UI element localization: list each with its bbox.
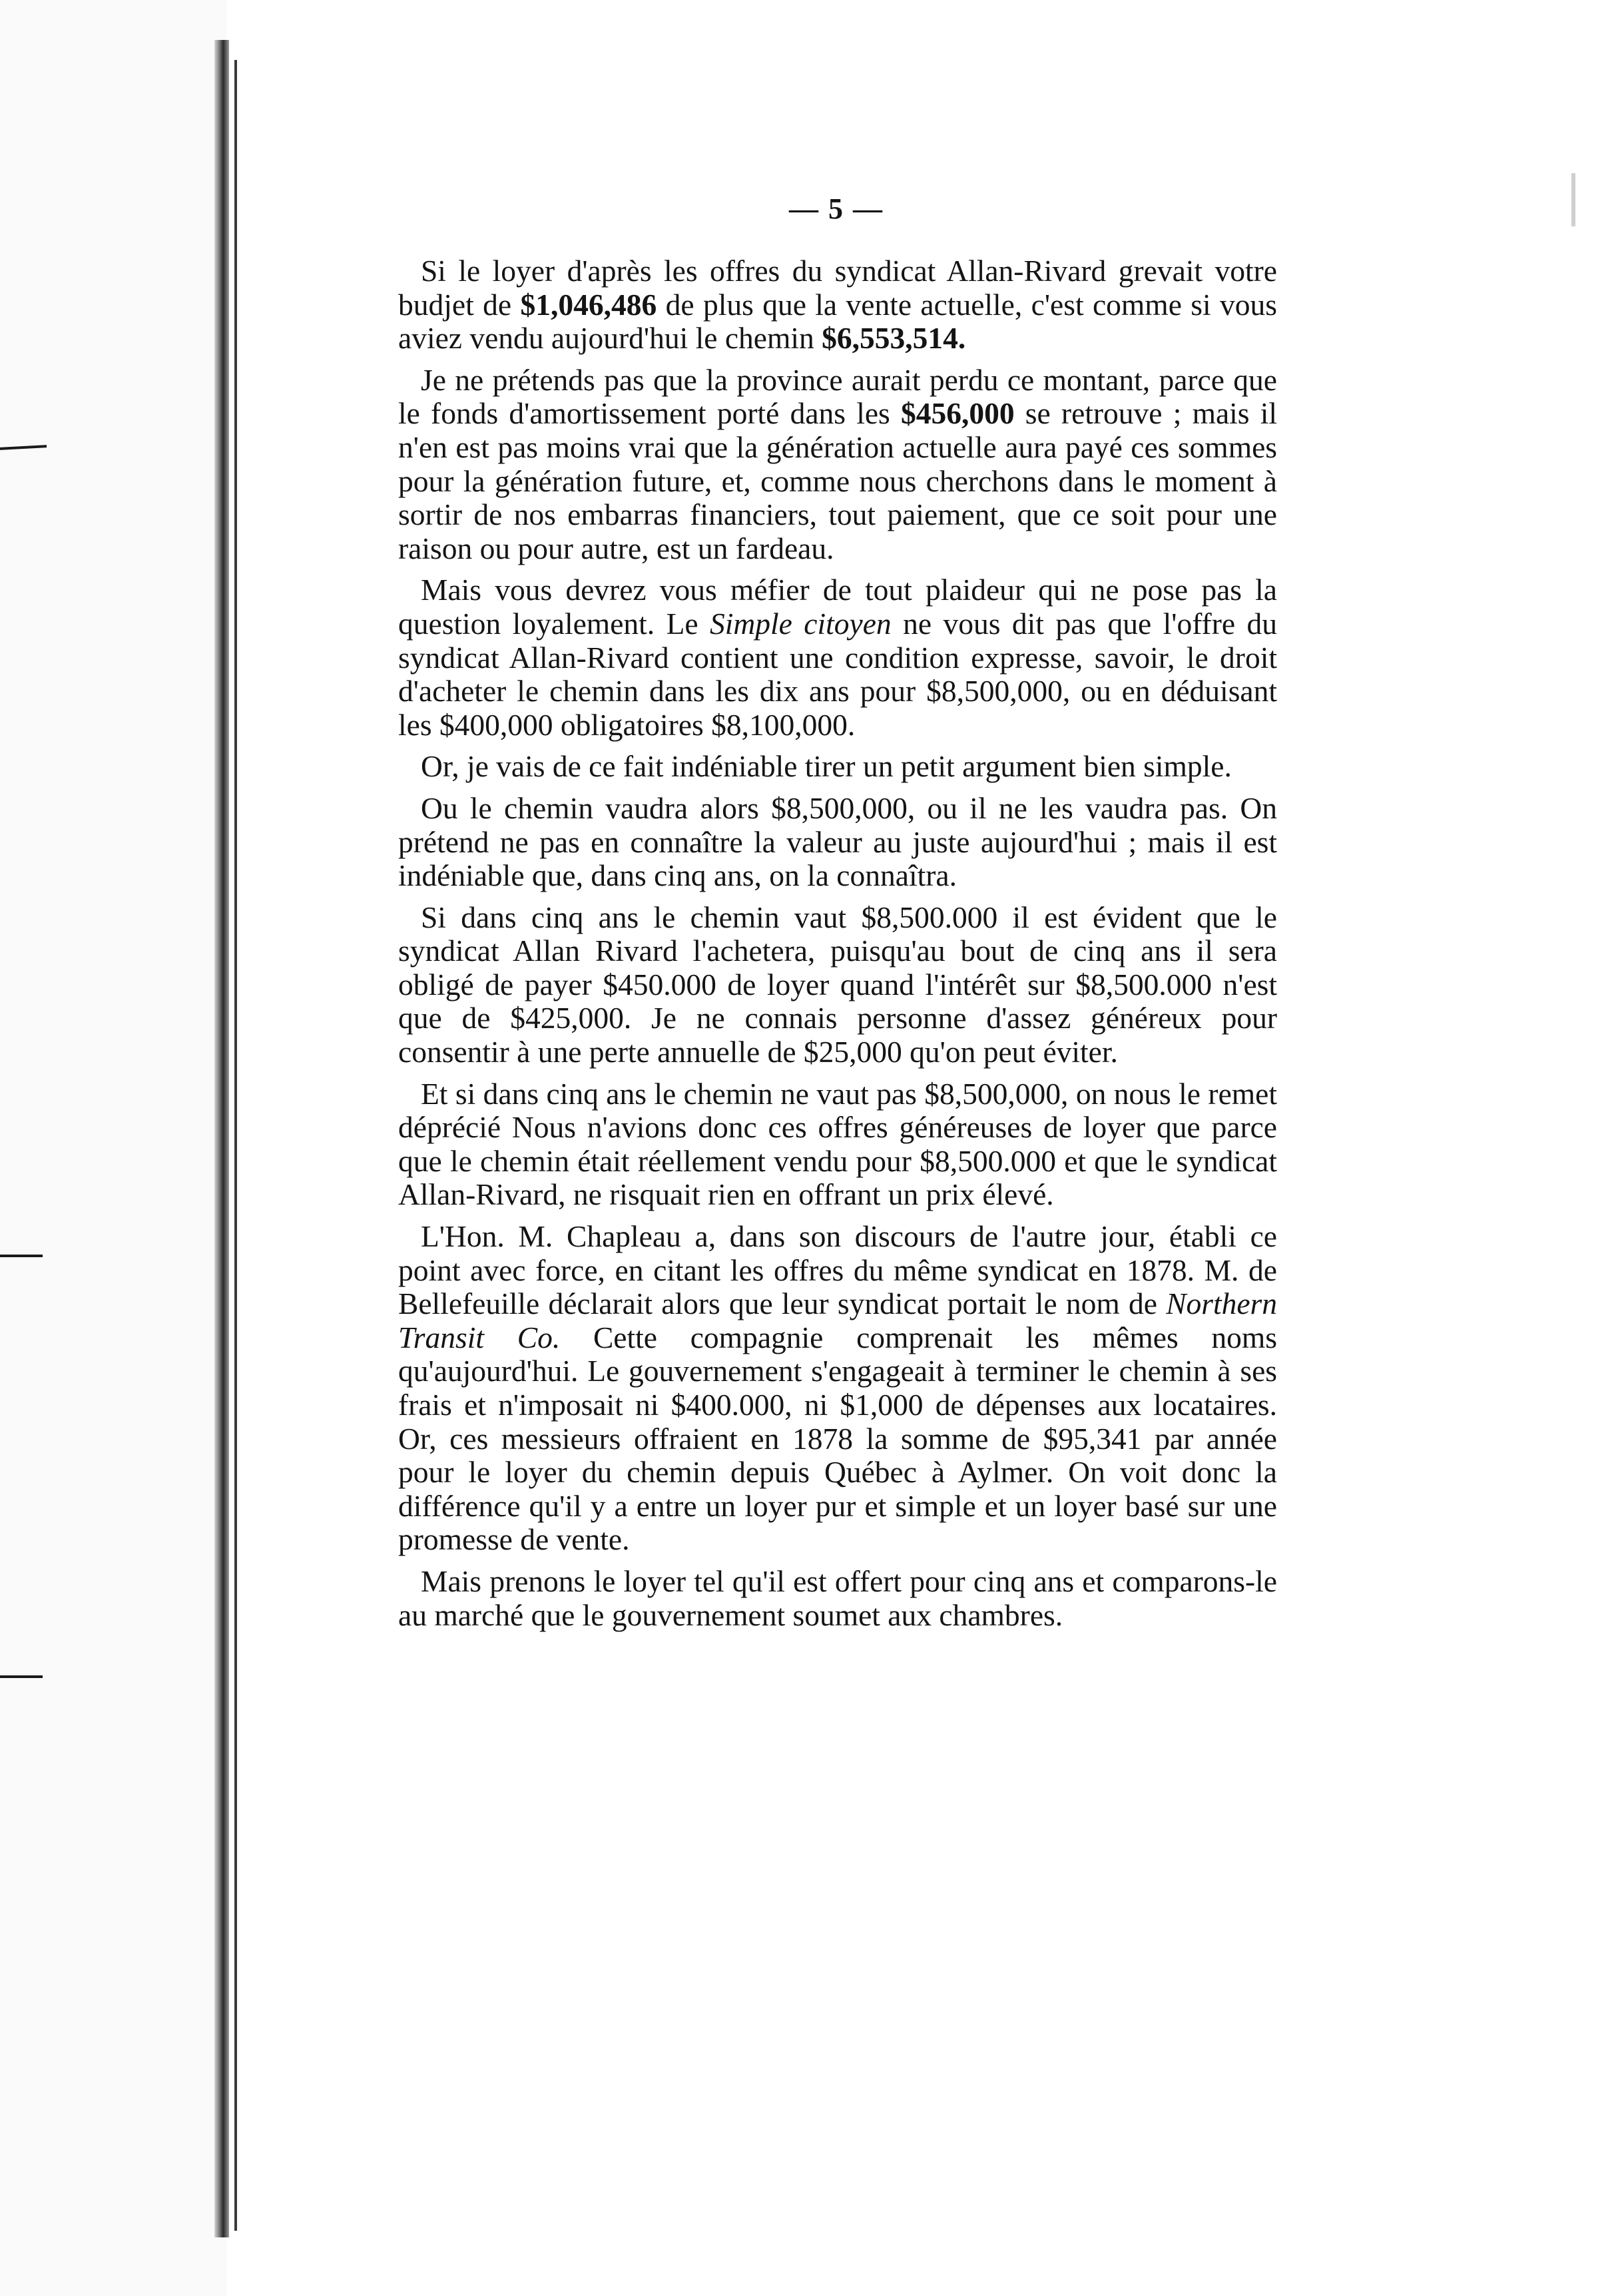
book-gutter-shadow <box>234 60 237 2231</box>
fragment-rule <box>0 1255 43 1257</box>
paragraph: Ou le chemin vaudra alors $8,500,000, ou il ne les vaudra pas. On prétend ne pas en connaître la valeur au juste aujourd'hui ; mais il est indéniable que, dans cinq ans, on la connaîtra. <box>398 790 1277 893</box>
fragment-rule <box>0 1675 43 1678</box>
paragraph: Mais prenons le loyer tel qu'il est offert pour cinq ans et comparons-le au marché que le gouvernement soumet aux chambres. <box>398 1564 1277 1632</box>
paragraph: Et si dans cinq ans le chemin ne vaut pas $8,500,000, on nous le remet déprécié Nous n'avions donc ces offres généreuses de loyer que parce que le chemin était réellement vendu pour $8,500.000 et que le syndicat Allan-Rivard, ne risquait rien en offrant un prix élevé. <box>398 1076 1277 1212</box>
paragraph: L'Hon. M. Chapleau a, dans son discours de l'autre jour, établi ce point avec force, en citant les offres du même syndicat en 1878. M. de Bellefeuille déclarait alors que leur syndicat portait le nom de Northern Transit Co. Cette compagnie comprenait les mêmes noms qu'aujourd'hui. Le gouvernement s'engageait à terminer le chemin à ses frais et n'imposait ni $400.000, ni $1,000 de dépenses aux locataires. Or, ces messieurs offraient en 1878 la somme de $95,341 par année pour le loyer du chemin depuis Québec à Aylmer. On voit donc la différence qu'il y a entre un loyer pur et simple et un loyer basé sur une promesse de vente. <box>398 1219 1277 1557</box>
amount: $6,553,514. <box>822 321 966 356</box>
amount: $1,046,486 <box>520 287 657 322</box>
publication-title: Simple citoyen <box>710 606 892 641</box>
paragraph: Si dans cinq ans le chemin vaut $8,500.000 il est évident que le syndicat Allan Rivard l'achetera, puisqu'au bout de cinq ans il sera obligé de payer $450.000 de loyer quand l'intérêt sur $8,500.000 n'est que de $425,000. Je ne connais personne d'assez généreux pour consentir à une perte annuelle de $25,000 qu'on peut éviter. <box>398 900 1277 1069</box>
amount: $456,000 <box>900 396 1015 431</box>
page-edge-mark <box>1571 173 1575 226</box>
page-number: — 5 — <box>789 192 884 225</box>
paragraph: Mais vous devrez vous méfier de tout plaideur qui ne pose pas la question loyalement. Le Simple citoyen ne vous dit pas que l'offre du syndicat Allan-Rivard contient une condition expresse, savoir, le droit d'acheter le chemin dans les dix ans pour $8,500,000, ou en déduisant les $400,000 obligatoires $8,100,000. <box>398 573 1277 742</box>
paragraph: Or, je vais de ce fait indéniable tirer un petit argument bien simple. <box>421 749 1232 784</box>
paragraph: Je ne prétends pas que la province aurait perdu ce montant, parce que le fonds d'amortissement porté dans les $456,000 se retrouve ; mais il n'en est pas moins vrai que la génération actuelle aura payé ces sommes pour la génération future, et, comme nous cherchons dans le moment à sortir de nos embarras financiers, tout paiement, que ce soit pour une raison ou pour autre, est un fardeau. <box>398 362 1277 565</box>
paragraph: Si le loyer d'après les offres du syndicat Allan-Rivard grevait votre budjet de $1,046,486 de plus que la vente actuelle, c'est comme si vous aviez vendu aujourd'hui le chemin $6,553,514. <box>398 254 1277 356</box>
company-name: Northern Transit Co. <box>398 1287 1277 1354</box>
facing-page-fragment <box>0 0 226 2296</box>
book-gutter <box>214 40 229 2237</box>
body-text <box>398 254 1277 1632</box>
fragment-rule <box>0 445 47 450</box>
